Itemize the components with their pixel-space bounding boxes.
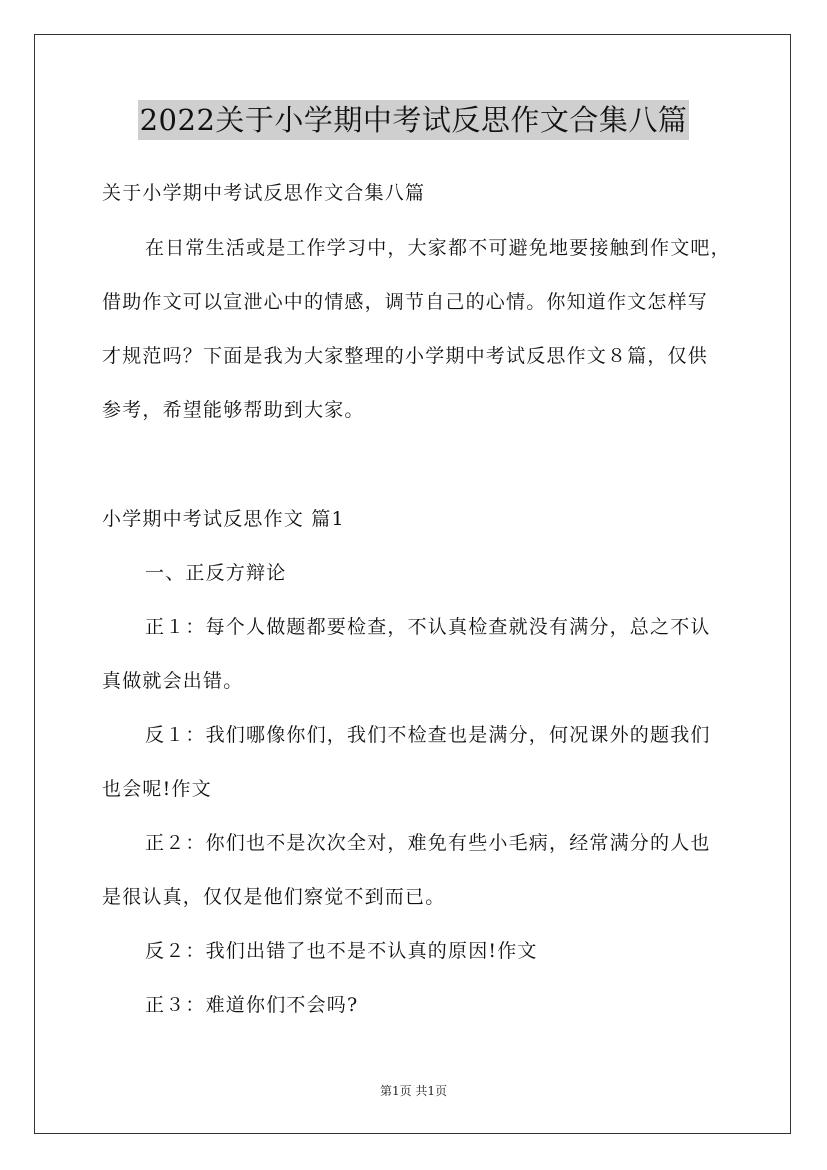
intro-line-4: 参考，希望能够帮助到大家。	[102, 399, 365, 421]
section-line-4: 反１：我们哪像你们，我们不检查也是满分，何况课外的题我们	[145, 724, 711, 746]
section-line-3: 真做就会出错。	[102, 670, 244, 692]
section-line-8: 反２：我们出错了也不是不认真的原因!作文	[145, 940, 538, 962]
section-heading: 小学期中考试反思作文 篇1	[102, 508, 345, 530]
section-line-9: 正３：难道你们不会吗?	[145, 994, 359, 1016]
title-container	[0, 100, 827, 140]
section-line-7: 是很认真，仅仅是他们察觉不到而已。	[102, 886, 446, 908]
section-line-6: 正２：你们也不是次次全对，难免有些小毛病，经常满分的人也	[145, 832, 711, 854]
intro-line-2: 借助作文可以宣泄心中的情感，调节自己的心情。你知道作文怎样写	[102, 291, 709, 313]
section-line-1: 一、正反方辩论	[145, 562, 287, 584]
section-line-2: 正１：每个人做题都要检查，不认真检查就没有满分，总之不认	[145, 616, 711, 638]
intro-line-3: 才规范吗？下面是我为大家整理的小学期中考试反思作文８篇，仅供	[102, 345, 709, 367]
section-line-5: 也会呢!作文	[102, 778, 212, 800]
intro-line-1: 在日常生活或是工作学习中，大家都不可避免地要接触到作文吧，	[145, 237, 731, 259]
page-footer: 第1页 共1页	[379, 1084, 448, 1098]
document-title: 2022关于小学期中考试反思作文合集八篇	[138, 100, 690, 140]
subtitle: 关于小学期中考试反思作文合集八篇	[102, 182, 426, 204]
